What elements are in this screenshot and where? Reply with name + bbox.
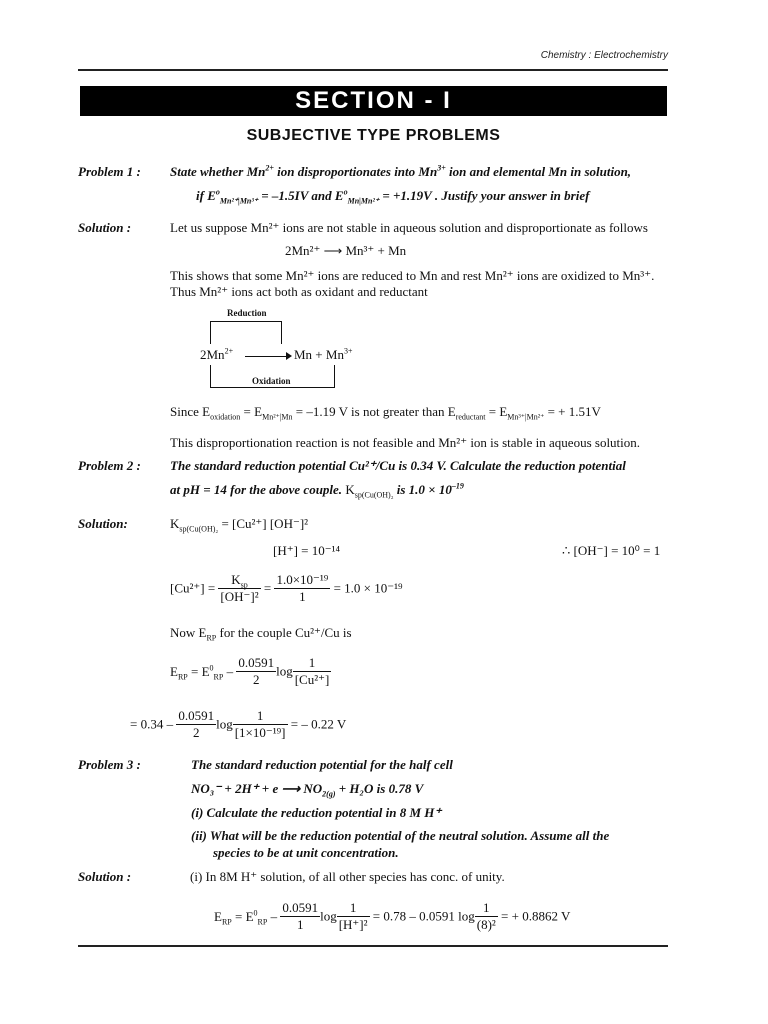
- solution-1-label: Solution :: [78, 220, 132, 235]
- problem-2-line1: The standard reduction potential Cu²⁺/Cu is 0.34 V. Calculate the reduction potential: [170, 458, 626, 473]
- diagram-arrow-head: [286, 352, 292, 360]
- problem-3-label: Problem 3 :: [78, 757, 141, 772]
- problem-2-label: Problem 2 :: [78, 458, 141, 473]
- section-subtitle: SUBJECTIVE TYPE PROBLEMS: [246, 127, 501, 144]
- solution-3-label: Solution :: [78, 869, 132, 884]
- footer-rule: [78, 945, 668, 947]
- section-title: SECTION - I: [295, 87, 452, 114]
- problem-2-line2: at pH = 14 for the above couple. $K_{sp(Cu(OH)_2}$ is $1.0 \times 10^{-19}$: [170, 481, 464, 500]
- solution-1-conclusion: This disproportionation reaction is not feasible and Mn²⁺ ion is stable in aqueous solution.: [170, 435, 641, 450]
- problem-1-condition: if $E^o_{Mn^{2+}|Mn^{3+}} = -1.5IV$ and $E^o_{Mn|Mn^{2+}} = +1.19V$ . Justify your answer in brief: [196, 187, 590, 206]
- problem-3-q2-cont: species to be at unit concentration.: [213, 845, 399, 860]
- disproportionation-reaction: 2Mn²⁺ ⟶ Mn³⁺ + Mn: [285, 243, 407, 258]
- solution-2-label: Solution:: [78, 516, 128, 531]
- diagram-reactant: $2Mn^{2+}$: [200, 346, 234, 362]
- problem-1-line1: State whether $Mn^{2+}$ ion disproportionates into $Mn^{3+}$ ion and elemental Mn in solution,: [170, 163, 632, 179]
- diagram-oxidation-label: Oxidation: [252, 376, 291, 386]
- diagram-reduction-label: Reduction: [227, 308, 267, 318]
- problem-3-reaction: NO₃⁻ + 2H⁺ + e ⟶ $NO_{2(g)} + H_2O$ is 0.78 V: [191, 781, 424, 799]
- diagram-arrow-shaft: [245, 356, 289, 357]
- copper-ion-calc: [Cu²⁺] = $\frac{K_{sp}}{\text{[OH⁻]²}}$ = $\frac{\text{1.0×10⁻¹⁹}}{1}$ = 1.0 × 10⁻¹⁹: [170, 572, 403, 604]
- nernst-calculation: = 0.34 – $\frac{0.0591}{2}$ log $\frac{1}{\text{[1×10⁻¹⁹]}}$ = – 0.22 V: [130, 708, 347, 740]
- potential-comparison: Since $E_{oxidation} = E_{Mn^{2+}|Mn} = -1.19$ V is not greater than $E_{reductant} = E_{Mn^{3+}|Mn^{2+}}$ = + 1.51V: [170, 404, 601, 422]
- hydrogen-ion-conc: [H⁺] = 10⁻¹⁴: [273, 543, 341, 558]
- hydroxide-ion-conc: ∴ [OH⁻] = 10⁰ = 1: [562, 543, 661, 558]
- problem-3-q1: (i) Calculate the reduction potential in 8 M H⁺: [191, 805, 442, 820]
- problem-3-line1: The standard reduction potential for the half cell: [191, 757, 453, 772]
- problem-3-q2: (ii) What will be the reduction potential of the neutral solution. Assume all the: [191, 828, 610, 843]
- problem-1-label: Problem 1 :: [78, 164, 141, 179]
- now-erp-line: Now $E_{RP}$ for the couple Cu²⁺/Cu is: [170, 625, 352, 643]
- nernst-equation: $E_{RP} = E^0_{RP}$ – $\frac{0.0591}{2}$ log $\frac{1}{\text{[Cu²⁺]}}$: [170, 655, 330, 687]
- diagram-products: $Mn + Mn^{3+}$: [294, 346, 353, 362]
- header-rule: [78, 69, 668, 71]
- solution-1-line3: Thus Mn²⁺ ions act both as oxidant and reductant: [170, 284, 428, 299]
- running-header: Chemistry : Electrochemistry: [540, 50, 668, 61]
- section-title-bar: [80, 86, 667, 116]
- redox-diagram: [195, 306, 355, 388]
- solution-1-line1: Let us suppose Mn²⁺ ions are not stable in aqueous solution and disproportionate as follows: [170, 220, 648, 235]
- solution-3-line1: (i) In 8M H⁺ solution, of all other species has conc. of unity.: [190, 869, 505, 884]
- solution-3-equation: $E_{RP} = E^0_{RP}$ – $\frac{0.0591}{1}$ log $\frac{1}{\text{[H⁺]²}}$ = 0.78 – 0.0591 log $\frac{1}{\text{(8)²}}$ = + 0.8862 V: [214, 900, 571, 932]
- ksp-expression: $K_{sp(Cu(OH)_2} = [Cu^{2+}]$ [OH⁻]²: [170, 516, 309, 534]
- solution-1-line2: This shows that some Mn²⁺ ions are reduced to Mn and rest Mn²⁺ ions are oxidized to Mn³⁺.: [170, 268, 655, 283]
- reduction-bracket: [210, 321, 282, 344]
